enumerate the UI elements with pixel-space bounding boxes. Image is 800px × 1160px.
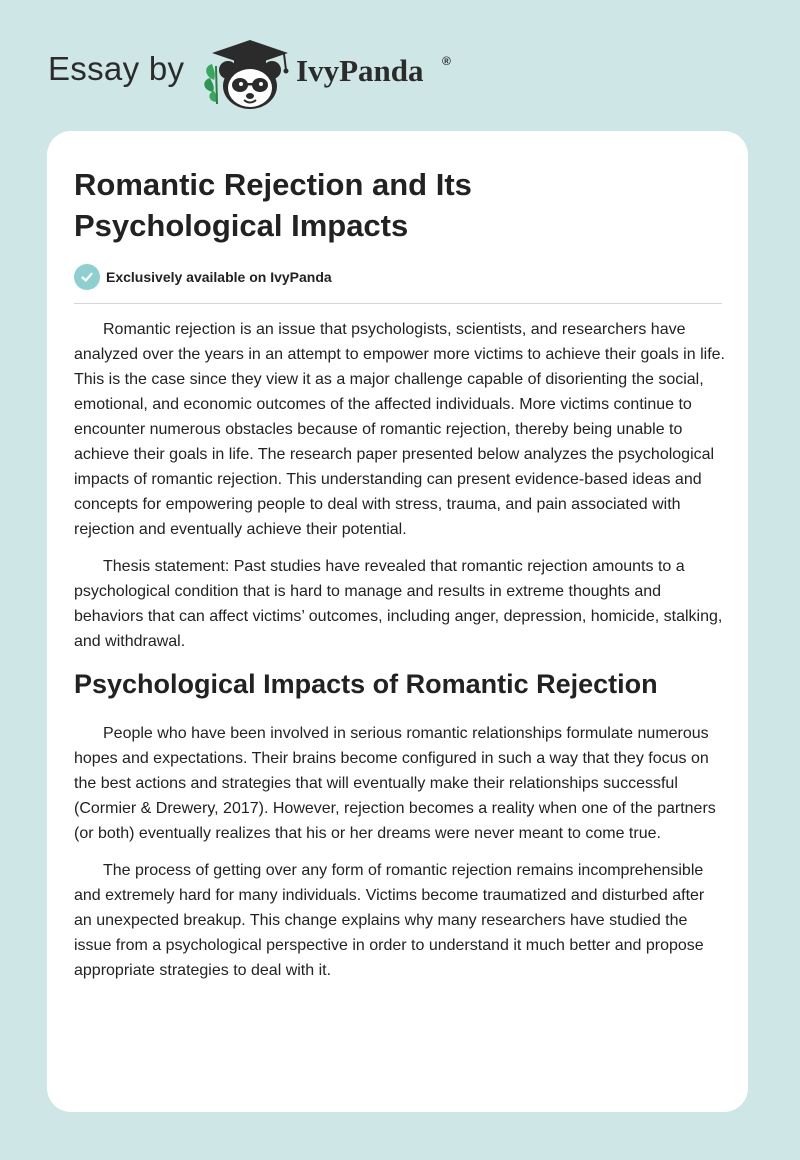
brand-name[interactable]: IvyPanda [296,53,424,88]
check-circle-icon [74,264,100,290]
section-heading: Psychological Impacts of Romantic Rejection [74,669,658,699]
essay-title: Romantic Rejection and Its Psychological Impacts [74,167,472,243]
paragraph-thesis: Thesis statement: Past studies have revealed that romantic rejection amounts to a psychological condition that is hard to manage and results in extreme thoughts and behaviors that can affect victims’ outcomes, including anger, depression, homicide, stalking, and withdrawal. [74,558,723,650]
essay-card [47,131,748,1112]
exclusive-badge [74,264,332,290]
essay-body [74,317,726,995]
site-header [0,0,800,130]
paragraph-section-2: The process of getting over any form of romantic rejection remains incomprehensible and extremely hard for many individuals. Victims become traumatized and disturbed after an unexpected breakup. This change explains why many researchers have studied the issue from a psychological perspective in order to understand it much better and propose appropriate strategies to deal with it. [74,862,705,979]
registered-mark: ® [442,54,451,68]
exclusive-badge-text: Exclusively available on IvyPanda [106,269,332,285]
title-divider [74,303,722,304]
paragraph-intro: Romantic rejection is an issue that psychologists, scientists, and researchers have analyzed over the years in an attempt to empower more victims to achieve their goals in life. This is the case since they view it as a major challenge capable of disorienting the social, emotional, and economic outcomes of the affected individuals. More victims continue to encounter numerous obstacles because of romantic rejection, thereby being unable to achieve their goals in life. The research paper presented below analyzes the psychological impacts of romantic rejection. This understanding can present evidence-based ideas and concepts for empowering people to deal with stress, trauma, and pain associated with rejection and eventually achieve their potential. [74,321,725,538]
brand-prefix: Essay by [48,50,185,87]
paragraph-section-1: People who have been involved in serious romantic relationships formulate numerous hopes and expectations. Their brains become configured in such a way that they focus on the best actions and strategies that will eventually make their relationships successful (Cormier & Drewery, 2017). However, rejection becomes a reality when one of the partners (or both) eventually realizes that his or her dreams were never meant to come true. [74,725,716,842]
panda-graduate-logo-icon[interactable] [200,36,296,112]
